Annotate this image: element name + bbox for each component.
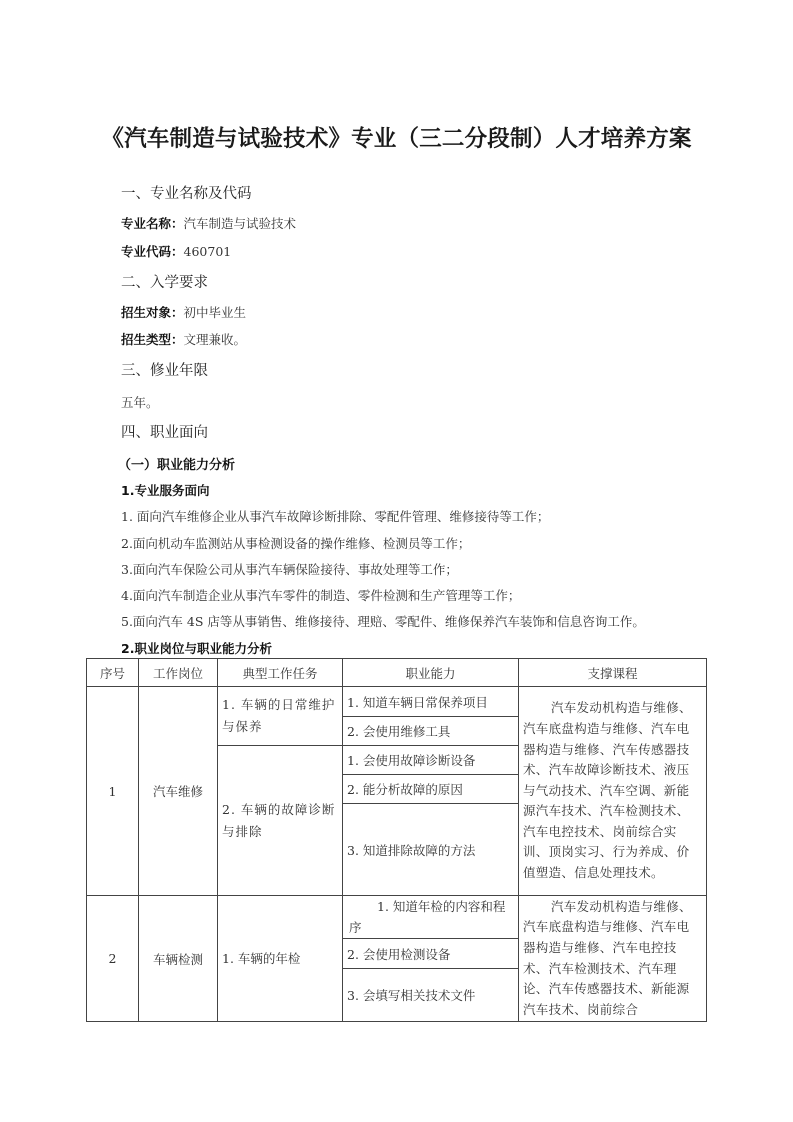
subsection-heading-ability-analysis: （一）职业能力分析: [118, 458, 236, 473]
courses-text: 汽车发动机构造与维修、汽车底盘构造与维修、汽车电器构造与维修、汽车传感器技术、汽车故障诊断技术、液压与气动技术、汽车空调、新能源汽车技术、汽车检测技术、汽车电控技术、岗前综合实训、顶岗实习、行为养成、价值塑造、信息处理技术。: [523, 700, 692, 881]
career-ability-table: [86, 658, 707, 1022]
table-row: [87, 687, 707, 717]
service-item: 5.面向汽车 4S 店等从事销售、维修接待、理赔、零配件、维修保养汽车装饰和信息咨询工作。: [121, 614, 645, 629]
enroll-target-value: 初中毕业生: [183, 305, 247, 320]
duration-value: 五年。: [121, 395, 159, 410]
service-item: 1. 面向汽车维修企业从事汽车故障诊断排除、零配件管理、维修接待等工作；: [121, 509, 550, 524]
row-post: 车辆检测: [139, 896, 218, 1022]
row-post: 汽车维修: [139, 687, 218, 896]
enroll-type-label: 招生类型：: [121, 332, 184, 347]
enroll-type-line: [121, 330, 246, 348]
major-code-value: 460701: [183, 244, 232, 259]
section-heading-admission: 二、入学要求: [121, 275, 208, 291]
row-ability: 3. 会填写相关技术文件: [343, 969, 519, 1022]
row-ability: 1. 知道年检的内容和程序: [343, 896, 519, 939]
enroll-target-label: 招生对象：: [121, 305, 184, 320]
header-post: 工作岗位: [139, 659, 218, 687]
row-task: 1. 车辆的年检: [218, 896, 343, 1022]
major-name-line: [121, 214, 296, 232]
service-item: 4.面向汽车制造企业从事汽车零件的制造、零件检测和生产管理等工作；: [121, 588, 521, 603]
row-ability: 3. 知道排除故障的方法: [343, 804, 519, 896]
row-ability: 1. 会使用故障诊断设备: [343, 746, 519, 775]
row-ability: 1. 知道车辆日常保养项目: [343, 687, 519, 717]
section-heading-career: 四、职业面向: [121, 425, 208, 441]
major-name-label: 专业名称：: [121, 216, 184, 231]
table-header-row: [87, 659, 707, 687]
major-name-value: 汽车制造与试验技术: [183, 216, 297, 231]
row-courses: [519, 687, 707, 896]
header-ability: 职业能力: [343, 659, 519, 687]
service-item: 3.面向汽车保险公司从事汽车辆保险接待、事故处理等工作；: [121, 562, 458, 577]
document-title: 《汽车制造与试验技术》专业（三二分段制）人才培养方案: [101, 126, 692, 152]
row-ability: 2. 会使用检测设备: [343, 939, 519, 969]
row-no: 2: [87, 896, 139, 1022]
table-heading: 2.职业岗位与职业能力分析: [121, 641, 272, 656]
major-code-line: [121, 242, 231, 260]
enroll-target-line: [121, 303, 246, 321]
enroll-type-value: 文理兼收。: [183, 332, 247, 347]
service-item: 2.面向机动车监测站从事检测设备的操作维修、检测员等工作；: [121, 536, 471, 551]
major-code-label: 专业代码：: [121, 244, 184, 259]
courses-text: 汽车发动机构造与维修、汽车底盘构造与维修、汽车电器构造与维修、汽车电控技术、汽车检测技术、汽车理论、汽车传感器技术、新能源汽车技术、岗前综合: [523, 898, 692, 1017]
row-ability: 2. 会使用维修工具: [343, 717, 519, 746]
service-heading: 1.专业服务面向: [121, 483, 210, 498]
section-heading-duration: 三、修业年限: [121, 363, 208, 379]
section-heading-name-code: 一、专业名称及代码: [121, 186, 252, 202]
row-no: 1: [87, 687, 139, 896]
row-task: 2. 车辆的故障诊断与排除: [218, 746, 343, 896]
row-ability: 2. 能分析故障的原因: [343, 775, 519, 804]
header-task: 典型工作任务: [218, 659, 343, 687]
table-row: [87, 896, 707, 939]
row-task: 1. 车辆的日常维护与保养: [218, 687, 343, 746]
header-courses: 支撑课程: [519, 659, 707, 687]
row-courses: [519, 896, 707, 1022]
header-no: 序号: [87, 659, 139, 687]
